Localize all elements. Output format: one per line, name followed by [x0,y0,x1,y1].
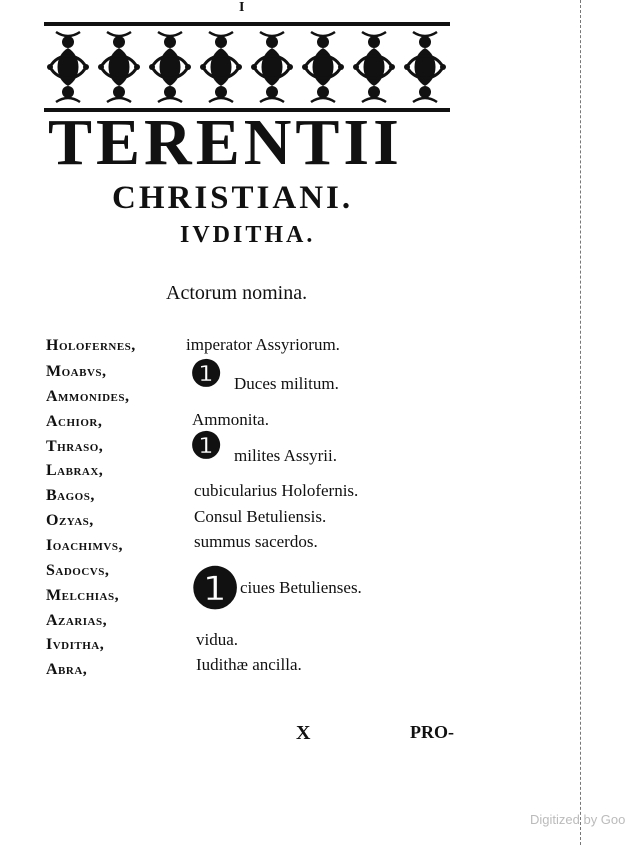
character-description: Iudithæ ancilla. [196,655,302,674]
character-name: Moabvs, [46,363,107,380]
character-description: vidua. [196,630,239,649]
cast-heading: Actorum nomina. [166,282,308,304]
digitization-watermark: Digitized by Goo [530,812,625,827]
character-name: Ammonides, [46,388,130,405]
character-name: Azarias, [46,612,108,629]
signature-mark-top: I [239,0,245,15]
character-name: Ivditha, [46,636,105,653]
page-edge-line [580,0,582,845]
brace-grouping: ❶ [190,426,223,466]
character-description: ciues Betulienses. [240,578,362,597]
character-name: Achior, [46,413,103,430]
character-description: imperator Assyriorum. [186,335,340,354]
character-name: Ozyas, [46,512,94,529]
character-name: Melchias, [46,587,120,604]
character-description: milites Assyrii. [234,446,337,465]
brace-grouping: ❶ [190,354,223,394]
character-description: Duces militum. [234,374,339,393]
character-description: Consul Betuliensis. [194,507,327,526]
brace-grouping: ❶ [190,559,241,621]
title-author-epithet: CHRISTIANI. [112,180,354,216]
character-name: Sadocvs, [46,562,110,579]
catchword: PRO- [410,722,454,742]
character-name: Bagos, [46,487,95,504]
character-description: Ammonita. [192,410,269,429]
title-play-name: IVDITHA. [180,222,316,248]
character-name: Labrax, [46,462,104,479]
title-author-name: TERENTII [48,106,403,179]
character-name: Abra, [46,661,88,678]
character-name: Ioachimvs, [46,537,123,554]
ornamental-headpiece [44,22,450,112]
character-description: cubicularius Holofernis. [194,481,359,500]
character-name: Holofernes, [46,337,136,354]
signature-mark-bottom: X [296,722,311,744]
character-name: Thraso, [46,438,104,455]
character-description: summus sacerdos. [194,532,318,551]
